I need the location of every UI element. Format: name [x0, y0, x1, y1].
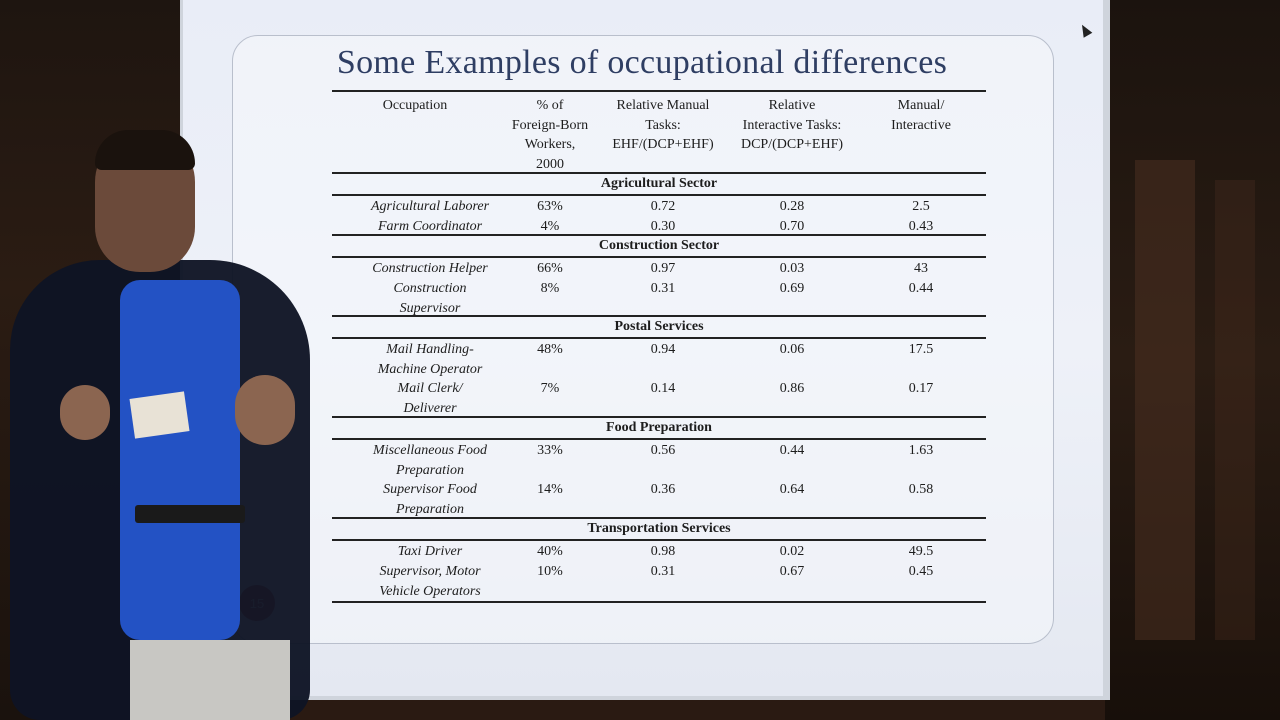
foreign-born-pct-cell: 10%	[537, 564, 563, 579]
sector-heading: Transportation Services	[587, 521, 731, 536]
manual-interactive-ratio-cell: 0.17	[908, 381, 934, 396]
interactive-tasks-cell: 0.69	[779, 281, 805, 296]
foreign-born-pct-cell: 48%	[537, 342, 563, 357]
interactive-tasks-cell: 0.28	[779, 199, 805, 214]
table-rule	[332, 539, 986, 541]
occupation-cell: Agricultural Laborer	[370, 199, 490, 214]
manual-interactive-ratio-cell: 0.58	[908, 482, 934, 497]
interactive-tasks-cell: 0.03	[779, 261, 805, 276]
table-rule	[332, 337, 986, 339]
table-rule	[332, 234, 986, 236]
table-rule	[332, 194, 986, 196]
interactive-tasks-cell: 0.86	[779, 381, 805, 396]
slide-title: Some Examples of occupational differences	[336, 44, 948, 81]
foreign-born-pct-cell: 14%	[537, 482, 563, 497]
manual-interactive-ratio-cell: 49.5	[908, 544, 934, 559]
table-rule	[332, 416, 986, 418]
occupation-cell: Miscellaneous Food Preparation	[373, 443, 487, 478]
occupation-cell: Supervisor Food Preparation	[383, 482, 477, 517]
foreign-born-pct-cell: 33%	[537, 443, 563, 458]
sector-heading: Construction Sector	[598, 238, 720, 253]
manual-tasks-cell: 0.94	[650, 342, 676, 357]
sector-heading: Agricultural Sector	[600, 176, 718, 191]
manual-interactive-ratio-cell: 0.45	[908, 564, 934, 579]
manual-tasks-cell: 0.98	[650, 544, 676, 559]
presenter-pants	[130, 640, 290, 720]
manual-tasks-cell: 0.31	[650, 564, 676, 579]
presenter-silhouette	[0, 120, 330, 720]
interactive-tasks-cell: 0.70	[779, 219, 805, 234]
room-wall-right	[1105, 0, 1280, 720]
foreign-born-pct-cell: 63%	[537, 199, 563, 214]
occupation-cell: Construction Helper	[372, 261, 488, 276]
foreign-born-pct-cell: 40%	[537, 544, 563, 559]
sector-heading: Food Preparation	[606, 420, 712, 435]
foreign-born-pct-cell: 7%	[540, 381, 560, 396]
column-header: Relative Manual Tasks: EHF/(DCP+EHF)	[612, 98, 714, 152]
foreign-born-pct-cell: 8%	[540, 281, 560, 296]
column-header: Occupation	[382, 98, 448, 113]
presenter-hand	[235, 375, 295, 445]
foreign-born-pct-cell: 4%	[540, 219, 560, 234]
manual-tasks-cell: 0.72	[650, 199, 676, 214]
table-rule	[332, 438, 986, 440]
column-header: % of Foreign-Born Workers, 2000	[511, 98, 589, 172]
manual-interactive-ratio-cell: 43	[914, 261, 928, 276]
occupation-cell: Taxi Driver	[397, 544, 463, 559]
table-rule	[332, 315, 986, 317]
interactive-tasks-cell: 0.67	[779, 564, 805, 579]
presenter-belt	[135, 505, 245, 523]
name-badge	[129, 391, 189, 438]
table-rule	[332, 172, 986, 174]
manual-tasks-cell: 0.97	[650, 261, 676, 276]
interactive-tasks-cell: 0.44	[779, 443, 805, 458]
table-rule	[332, 601, 986, 603]
manual-tasks-cell: 0.36	[650, 482, 676, 497]
presenter-hand	[60, 385, 110, 440]
manual-interactive-ratio-cell: 1.63	[908, 443, 934, 458]
interactive-tasks-cell: 0.02	[779, 544, 805, 559]
manual-tasks-cell: 0.31	[650, 281, 676, 296]
manual-tasks-cell: 0.56	[650, 443, 676, 458]
table-rule	[332, 517, 986, 519]
sector-heading: Postal Services	[614, 319, 704, 334]
occupation-cell: Construction Supervisor	[393, 281, 467, 316]
wall-panel	[1135, 160, 1195, 640]
presenter-shirt	[120, 280, 240, 640]
occupation-cell: Farm Coordinator	[377, 219, 483, 234]
occupation-cell: Mail Handling- Machine Operator	[377, 342, 483, 377]
manual-tasks-cell: 0.14	[650, 381, 676, 396]
manual-interactive-ratio-cell: 2.5	[912, 199, 930, 214]
occupation-cell: Supervisor, Motor Vehicle Operators	[379, 564, 481, 599]
wall-panel	[1215, 180, 1255, 640]
interactive-tasks-cell: 0.64	[779, 482, 805, 497]
column-header: Manual/ Interactive	[891, 98, 951, 133]
manual-interactive-ratio-cell: 17.5	[908, 342, 934, 357]
interactive-tasks-cell: 0.06	[779, 342, 805, 357]
manual-interactive-ratio-cell: 0.44	[908, 281, 934, 296]
table-rule	[332, 90, 986, 92]
occupation-cell: Mail Clerk/ Deliverer	[397, 381, 463, 416]
table-rule	[332, 256, 986, 258]
manual-tasks-cell: 0.30	[650, 219, 676, 234]
column-header: Relative Interactive Tasks: DCP/(DCP+EHF)	[740, 98, 844, 152]
presenter-hair	[95, 130, 195, 170]
manual-interactive-ratio-cell: 0.43	[908, 219, 934, 234]
foreign-born-pct-cell: 66%	[537, 261, 563, 276]
